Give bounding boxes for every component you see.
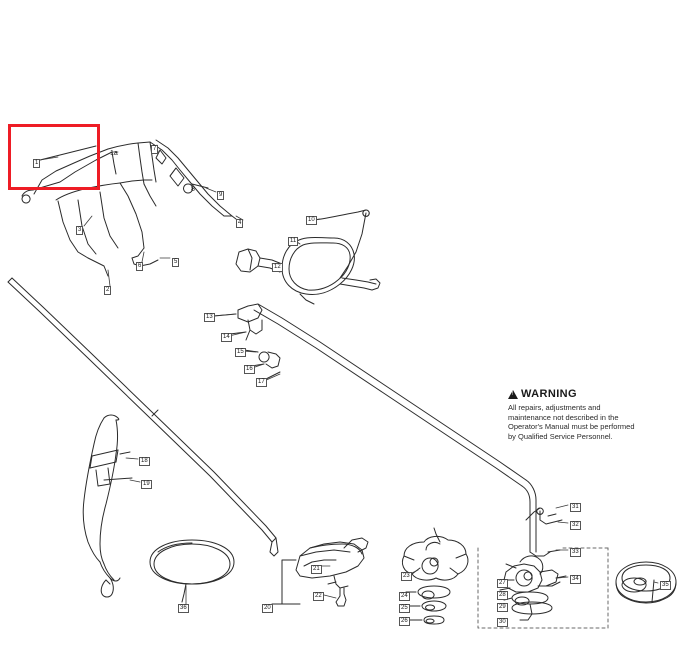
callout-6: 6 (138, 263, 142, 269)
callout-5: 5 (174, 259, 178, 265)
callout-7: 7 (153, 146, 157, 152)
callout-3: 3 (78, 227, 82, 233)
callout-14: 14 (223, 334, 230, 340)
callout-15: 15 (237, 349, 244, 355)
warning-title: WARNING (521, 388, 577, 400)
warning-text: All repairs, adjustments and maintenance not described in the Operator's Manual must be performed by Qualified Service Personnel. (508, 403, 635, 441)
warning-title-row (508, 388, 643, 400)
callout-36: 36 (180, 605, 187, 611)
callout-9: 9 (219, 192, 223, 198)
callout-24: 24 (401, 593, 408, 599)
callout-8: 8 (191, 186, 195, 193)
callout-22: 22 (315, 593, 322, 599)
callout-13: 13 (206, 314, 213, 320)
callout-4: 4 (238, 220, 242, 226)
callout-16: 16 (246, 366, 253, 372)
callout-26: 26 (401, 618, 408, 624)
callout-20: 20 (264, 605, 271, 611)
callout-18: 18 (141, 458, 148, 464)
warning-block (508, 388, 643, 441)
callout-11: 11 (290, 238, 297, 244)
callout-1a: 1a (110, 150, 118, 157)
callout-34: 34 (572, 576, 579, 582)
callout-2: 2 (106, 287, 110, 293)
callout-12: 12 (274, 264, 281, 270)
callout-28: 28 (499, 592, 506, 598)
callout-35: 35 (662, 582, 669, 588)
callout-1: 1 (35, 160, 39, 166)
callout-33: 33 (572, 549, 579, 555)
callout-30: 30 (499, 619, 506, 625)
selection-highlight-box (8, 124, 100, 190)
callout-27: 27 (499, 580, 506, 586)
warning-triangle-icon (508, 390, 518, 399)
callout-23: 23 (403, 573, 410, 579)
callout-25: 25 (401, 605, 408, 611)
callout-17: 17 (258, 379, 265, 385)
callout-29: 29 (499, 604, 506, 610)
callout-19: 19 (143, 481, 150, 487)
callout-32: 32 (572, 522, 579, 528)
callout-31: 31 (572, 504, 579, 510)
callout-21: 21 (313, 566, 320, 572)
callout-10: 10 (308, 217, 315, 223)
